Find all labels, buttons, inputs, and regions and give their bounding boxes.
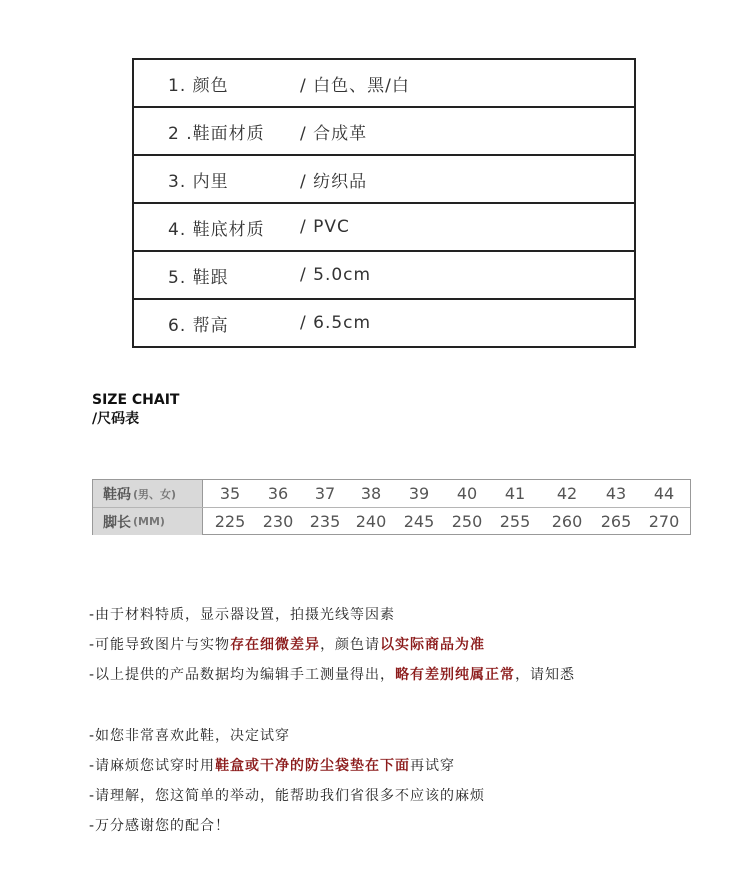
spec-value: / 5.0cm: [300, 265, 372, 285]
spec-value: / 合成革: [300, 123, 368, 144]
note-highlight: 鞋盒或干净的防尘袋垫在下面: [215, 758, 411, 774]
spec-value: / 6.5cm: [300, 313, 372, 333]
size-cell: 44: [653, 484, 675, 503]
size-cell: 36: [267, 484, 289, 503]
size-row-foot-length: [93, 508, 690, 535]
note-text: ，颜色请: [320, 637, 381, 653]
size-row-header: [93, 480, 203, 507]
note-line: [89, 721, 485, 751]
size-cell: 37: [314, 484, 336, 503]
spec-label: 4. 鞋底材质: [168, 219, 265, 240]
note-text: ，请知悉: [515, 667, 576, 683]
size-table: [92, 479, 691, 535]
note-highlight: 存在细微差异: [230, 637, 321, 653]
spec-row-lining: [134, 154, 634, 202]
note-text: -如您非常喜欢此鞋，决定试穿: [89, 728, 291, 744]
length-header-sublabel: (MM): [133, 515, 165, 528]
note-line: [89, 811, 485, 841]
spec-label: 1. 颜色: [168, 75, 229, 96]
size-row-shoe-size: [93, 480, 690, 508]
size-header-label: 鞋码: [103, 486, 131, 503]
length-cell: 260: [551, 512, 583, 531]
length-cell: 250: [451, 512, 483, 531]
spec-label: 6. 帮高: [168, 315, 229, 336]
size-chart-subtitle: /尺码表: [92, 411, 140, 427]
length-cell: 255: [499, 512, 531, 531]
note-text: -可能导致图片与实物: [89, 637, 231, 653]
spec-row-color: [134, 60, 634, 106]
size-cell: 42: [556, 484, 578, 503]
note-line: [89, 781, 485, 811]
spec-table: [132, 58, 636, 348]
note-highlight: 以实际商品为准: [380, 637, 486, 653]
length-header-label: 脚长: [103, 514, 131, 531]
note-line: [89, 751, 485, 781]
size-cell: 39: [408, 484, 430, 503]
size-header-sublabel: (男、女): [133, 487, 177, 501]
length-cell: 230: [262, 512, 294, 531]
note-text: -请麻烦您试穿时用: [89, 758, 216, 774]
size-chart-heading: [92, 391, 179, 429]
length-cell: 245: [403, 512, 435, 531]
note-text: -万分感谢您的配合！: [89, 818, 231, 834]
note-text: -以上提供的产品数据均为编辑手工测量得出，: [89, 667, 396, 683]
spec-row-sole-material: [134, 202, 634, 250]
length-row-header: [93, 508, 203, 535]
size-cell: 41: [504, 484, 526, 503]
note-text: -请理解，您这简单的举动，能帮助我们省很多不应该的麻烦: [89, 788, 486, 804]
spec-label: 5. 鞋跟: [168, 267, 229, 288]
disclaimer-notes: [89, 600, 575, 690]
spec-value: / 纺织品: [300, 171, 368, 192]
size-chart-title: SIZE CHAIT: [92, 392, 180, 408]
size-cell: 43: [605, 484, 627, 503]
length-cell: 235: [309, 512, 341, 531]
note-highlight: 略有差别纯属正常: [395, 667, 516, 683]
note-line: [89, 600, 575, 630]
note-line: [89, 660, 575, 690]
spec-value: / PVC: [300, 217, 350, 237]
note-text: 再试穿: [410, 758, 456, 774]
spec-label: 3. 内里: [168, 171, 229, 192]
try-on-notes: [89, 721, 485, 841]
length-cell: 225: [214, 512, 246, 531]
length-cell: 240: [355, 512, 387, 531]
size-cell: 35: [219, 484, 241, 503]
spec-value: / 白色、黑/白: [300, 75, 410, 96]
length-cell: 265: [600, 512, 632, 531]
note-text: -由于材料特质，显示器设置，拍摄光线等因素: [89, 607, 396, 623]
spec-row-upper-material: [134, 106, 634, 154]
spec-row-shaft-height: [134, 298, 634, 346]
note-line: [89, 630, 575, 660]
length-cell: 270: [648, 512, 680, 531]
spec-label: 2 .鞋面材质: [168, 123, 265, 144]
size-cell: 38: [360, 484, 382, 503]
spec-row-heel: [134, 250, 634, 298]
size-cell: 40: [456, 484, 478, 503]
